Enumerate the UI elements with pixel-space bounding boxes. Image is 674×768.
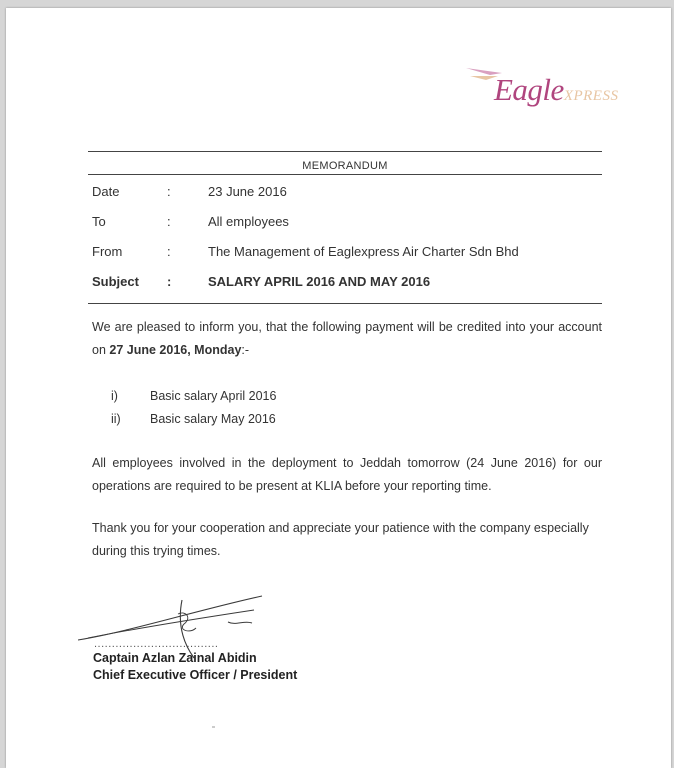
logo-wordmark (494, 72, 618, 108)
field-subject-value: SALARY APRIL 2016 AND MAY 2016 (208, 274, 431, 289)
field-subject-colon: : (167, 274, 172, 289)
field-from-label: From (92, 244, 123, 259)
list-item-text: Basic salary May 2016 (150, 412, 276, 426)
signer-title: Chief Executive Officer / President (93, 668, 298, 682)
logo-eagle-text: Eagle (494, 72, 564, 107)
payment-date: 27 June 2016, Monday (109, 343, 242, 357)
eaglexpress-logo (464, 64, 634, 119)
logo-xpress-text: XPRESS (563, 88, 619, 104)
intro-end: :- (241, 343, 250, 357)
field-from-value: The Management of Eaglexpress Air Charter Sdn Bhd (208, 244, 519, 259)
memo-page (6, 8, 671, 768)
field-from-colon: : (167, 244, 171, 259)
intro-text: We are pleased to inform you, that the following payment will be credited into your account on (92, 320, 602, 357)
field-date-label: Date (92, 184, 120, 199)
fields-rule (88, 303, 602, 304)
signer-name: Captain Azlan Zainal Abidin (93, 651, 257, 665)
field-to-value: All employees (208, 214, 289, 229)
thanks-paragraph: Thank you for your cooperation and appreciate your patience with the company especially during this trying times. (92, 521, 589, 558)
scan-speck (212, 726, 215, 728)
list-item-number: i) (111, 389, 118, 403)
intro-paragraph (92, 316, 602, 362)
field-date-value: 23 June 2016 (208, 184, 287, 199)
deployment-paragraph: All employees involved in the deployment to Jeddah tomorrow (24 June 2016) for our operations are required to be present at KLIA before your reporting time. (92, 456, 602, 493)
field-date-colon: : (167, 184, 171, 199)
header-rule-top (88, 151, 602, 152)
list-item-text: Basic salary April 2016 (150, 389, 277, 403)
field-to-label: To (92, 214, 106, 229)
field-subject-label: Subject (92, 274, 139, 289)
signature-dots: ................................... (94, 638, 219, 650)
header-rule-bottom (88, 174, 602, 175)
memo-title: MEMORANDUM (302, 160, 388, 172)
list-item-number: ii) (111, 412, 121, 426)
field-to-colon: : (167, 214, 171, 229)
